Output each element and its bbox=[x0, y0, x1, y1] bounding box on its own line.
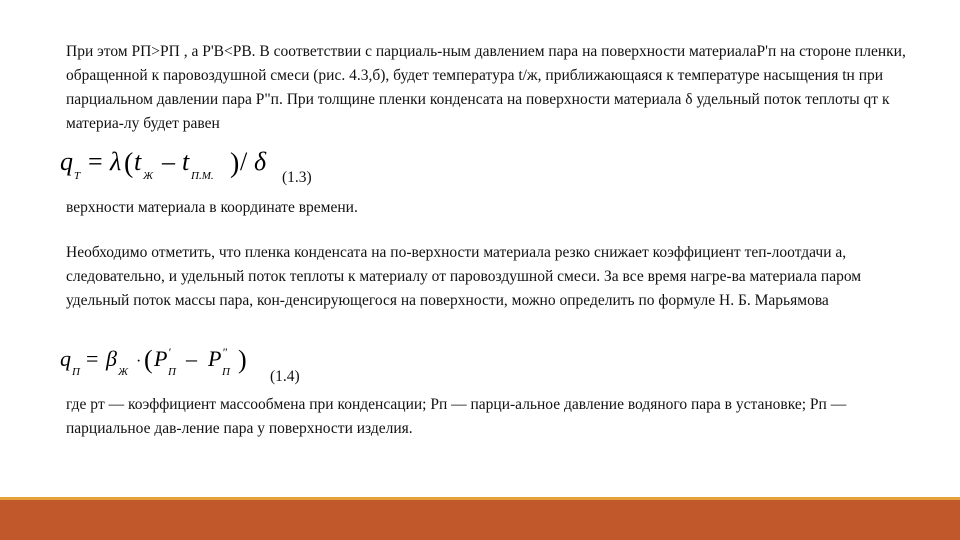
paragraph-definitions: где pт — коэффициент массообмена при конденсации; Pп — парци-альное давление водяного пара в установке; Pп —парциальное дав-ление пара у поверхности изделия. bbox=[66, 396, 847, 437]
formula2-beta: β bbox=[106, 346, 117, 371]
formula1-t1-sub: Ж bbox=[143, 170, 154, 182]
formula1-lhs: q bbox=[60, 147, 73, 176]
equation-number-1-4: (1.4) bbox=[270, 368, 300, 385]
formula2-minus: – bbox=[186, 346, 197, 371]
formula1-equals: = bbox=[88, 147, 103, 176]
formula2-p1: P bbox=[154, 346, 168, 371]
formula2-p1-sup: ' bbox=[168, 346, 171, 359]
formula1-rparen: ) bbox=[230, 148, 240, 179]
formula1-lhs-sub: T bbox=[74, 170, 81, 182]
footer-bar bbox=[0, 500, 960, 540]
formula2-equals: = bbox=[86, 346, 99, 371]
formula2-beta-sub: Ж bbox=[118, 366, 129, 378]
formula1-t1: t bbox=[134, 147, 142, 176]
formula-heat-flux-svg bbox=[58, 146, 278, 186]
formula2-lhs-sub: П bbox=[72, 366, 80, 378]
formula2-p2-sup: " bbox=[222, 346, 228, 359]
formula1-lambda: λ bbox=[110, 147, 122, 176]
formula1-t2-sub: П.М. bbox=[191, 170, 214, 182]
formula1-t2: t bbox=[182, 147, 190, 176]
formula1-delta: δ bbox=[254, 147, 267, 176]
paragraph-intro: При этом PП>PП , а P'В<PВ. В соответствии с парциаль-ным давлением пара на поверхности материалаP'п на стороне пленки, обращенной к паровоздушной смеси (рис. 4.3,б), будет температура t/ж, приближающаяся к температуре насыщения tн при парциальном давлении пара P"п. При толщине пленки конденсата на поверхности материала δ удельный поток теплоты qт к материа-лу будет равен bbox=[66, 43, 906, 132]
formula1-lparen: ( bbox=[124, 148, 134, 179]
formula2-rparen: ) bbox=[238, 346, 247, 374]
formula2-p1-sub: П bbox=[168, 366, 176, 378]
formula2-lhs: q bbox=[60, 346, 71, 371]
paragraph-condensate-film: Необходимо отметить, что пленка конденсата на по-верхности материала резко снижает коэффициент теп-лоотдачи а, следовательно, и удельный поток теплоты к материалу от паровоздушной смеси. За все время нагре-ва материала паром удельный поток массы пара, кон-денсирующегося на поверхности, можно определить по формуле Н. Б. Марьямова bbox=[66, 244, 862, 309]
paragraph-time-coordinate: верхности материала в координате времени. bbox=[66, 199, 358, 216]
formula2-lparen: ( bbox=[144, 346, 153, 374]
equation-number-1-3: (1.3) bbox=[282, 169, 312, 186]
formula-heat-flux bbox=[58, 146, 278, 186]
formula1-slash: / bbox=[240, 147, 248, 176]
formula-mass-flux-svg bbox=[58, 346, 278, 380]
formula2-p2: P bbox=[208, 346, 222, 371]
formula1-minus: – bbox=[162, 147, 175, 176]
formula-mass-flux bbox=[58, 346, 278, 380]
formula2-dot: · bbox=[136, 353, 142, 370]
formula2-p2-sub: П bbox=[222, 366, 230, 378]
